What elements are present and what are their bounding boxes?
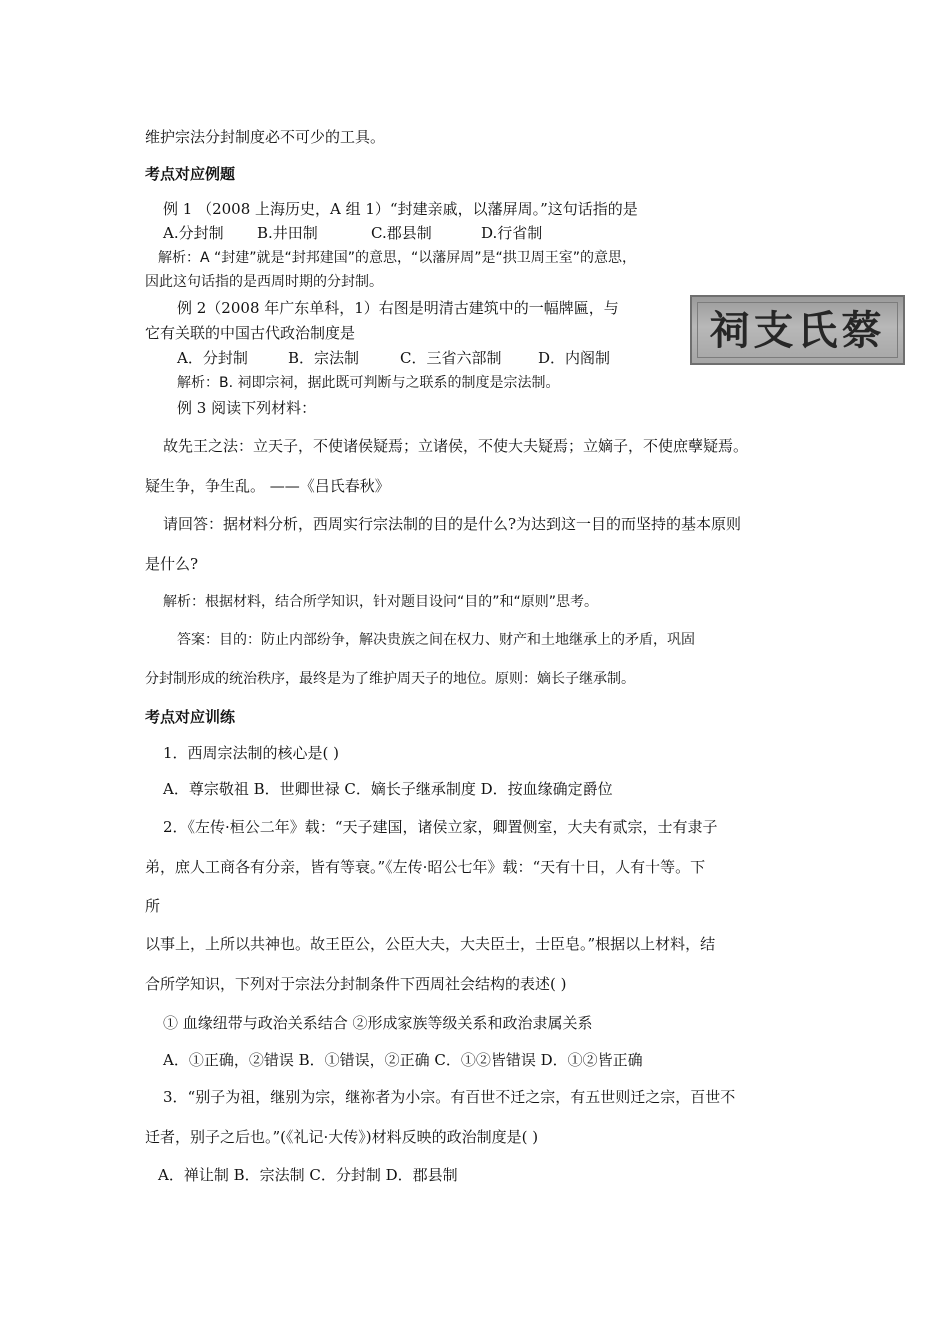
example-2-question-cont: 它有关联的中国古代政治制度是 [145,324,356,342]
option-b: B．宗法制 [288,349,360,367]
example-3-answer-cont: 分封制形成的统治秩序，最终是为了维护周天子的地位。原则：嫡长子继承制。 [145,671,635,687]
question-2-cont: 弟，庶人工商各有分亲，皆有等衰。”《左传·昭公七年》载：“天有十日，人有十等。下 [145,858,706,876]
plaque-image [690,295,905,365]
example-3-question: 请回答：据材料分析，西周实行宗法制的目的是什么?为达到这一目的而坚持的基本原则 [163,515,742,533]
option-c: C.郡县制 [371,224,432,242]
question-2-cont: 所 [145,897,161,915]
question-2-statements: ① 血缘纽带与政治关系结合 ②形成家族等级关系和政治隶属关系 [163,1014,593,1032]
option-d: D．内阁制 [538,349,611,367]
example-3-analysis: 解析：根据材料，结合所学知识，针对题目设问“目的”和“原则”思考。 [163,594,599,610]
option-d: D.行省制 [481,224,543,242]
example-1-options [163,223,542,243]
example-2-analysis: 解析：B. 祠即宗祠，据此既可判断与之联系的制度是宗法制。 [177,375,560,391]
question-2-options: A．①正确，②错误 B．①错误，②正确 C．①②皆错误 D．①②皆正确 [163,1051,643,1069]
example-1-analysis: 解析：A “封建”就是“封邦建国”的意思，“以藩屏周”是“拱卫周王室”的意思， [158,250,637,266]
example-3-question-cont: 是什么? [145,555,199,573]
section-heading-training: 考点对应训练 [145,708,236,726]
plaque-calligraphy: 祠支氏蔡 [709,308,886,354]
question-3-options: A．禅让制 B．宗法制 C．分封制 D．郡县制 [158,1166,458,1184]
section-heading-examples: 考点对应例题 [145,165,236,183]
question-2-cont: 以事上，上所以共神也。故王臣公，公臣大夫，大夫臣士，士臣皂。”根据以上材料，结 [145,935,716,953]
example-3-material-cont: 疑生争，争生乱。 ——《吕氏春秋》 [145,477,390,495]
option-a: A．分封制 [177,349,248,367]
question-2: 2．《左传·桓公二年》载：“天子建国，诸侯立家，卿置侧室，大夫有贰宗，士有隶子 [163,818,718,836]
example-3-material: 故先王之法：立天子，不使诸侯疑焉；立诸侯，不使大夫疑焉；立嫡子，不使庶孽疑焉。 [163,437,749,455]
question-3-cont: 迁者，别子之后也。”(《礼记·大传》)材料反映的政治制度是( ) [145,1128,539,1146]
option-a: A.分封制 [163,224,224,242]
example-3-answer: 答案：目的：防止内部纷争，解决贵族之间在权力、财产和土地继承上的矛盾，巩固 [177,632,695,648]
example-2-question: 例 2（2008 年广东单科，1）右图是明清古建筑中的一幅牌匾，与 [177,299,619,317]
question-2-cont: 合所学知识，下列对于宗法分封制条件下西周社会结构的表述( ) [145,975,567,993]
example-2-options [177,348,610,368]
example-1-question: 例 1 （2008 上海历史，A 组 1）“封建亲戚，以藩屏周。”这句话指的是 [163,200,638,218]
example-1-analysis-cont: 因此这句话指的是西周时期的分封制。 [145,274,383,290]
question-1: 1．西周宗法制的核心是( ) [163,744,340,762]
option-b: B.井田制 [257,224,318,242]
example-3-heading: 例 3 阅读下列材料： [177,399,317,417]
paragraph-line: 维护宗法分封制度必不可少的工具。 [145,128,386,146]
option-c: C．三省六部制 [400,349,502,367]
question-3: 3．“别子为祖，继别为宗，继祢者为小宗。有百世不迁之宗，有五世则迁之宗，百世不 [163,1088,736,1106]
question-1-options: A．尊宗敬祖 B．世卿世禄 C．嫡长子继承制度 D．按血缘确定爵位 [163,780,613,798]
